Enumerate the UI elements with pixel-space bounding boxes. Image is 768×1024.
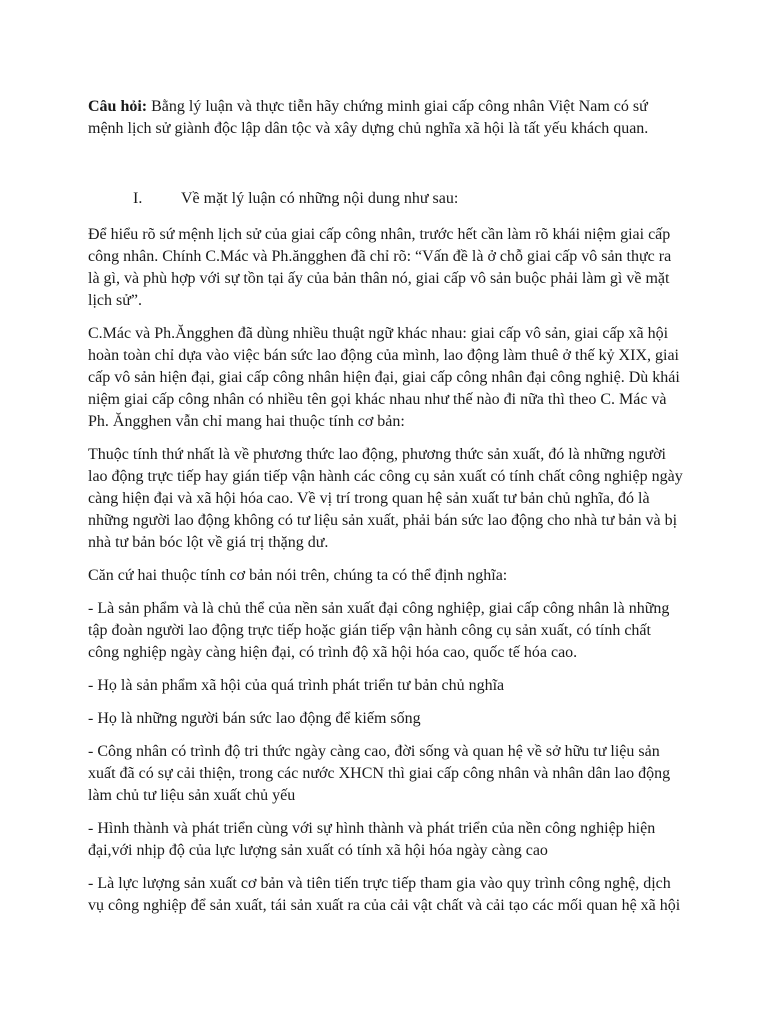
document-content (88, 96, 684, 928)
paragraph: Để hiểu rõ sứ mệnh lịch sử của giai cấp công nhân, trước hết cần làm rõ khái niệm giai cấp công nhân. Chính C.Mác và Ph.ăngghen đã chỉ rõ: “Vấn đề là ở chỗ giai cấp vô sản thực ra là gì, và phù hợp với sự tồn tại ấy của bản thân nó, giai cấp vô sản buộc phải làm gì về mặt lịch sử”. (88, 226, 672, 309)
list-item: - Họ là sản phẩm xã hội của quá trình phát triển tư bản chủ nghĩa (88, 677, 505, 694)
list-item: - Họ là những người bán sức lao động để kiếm sống (88, 710, 421, 727)
question-text: Bằng lý luận và thực tiễn hãy chứng minh giai cấp công nhân Việt Nam có sứ mệnh lịch sử giành độc lập dân tộc và xây dựng chủ nghĩa xã hội là tất yếu khách quan. (88, 98, 649, 137)
question-label: Câu hỏi: (88, 98, 148, 115)
list-item: - Công nhân có trình độ tri thức ngày càng cao, đời sống và quan hệ về sở hữu tư liệu sản xuất đã có sự cải thiện, trong các nước XHCN thì giai cấp công nhân và nhân dân lao động làm chủ tư liệu sản xuất chủ yếu (88, 743, 671, 804)
paragraph: C.Mác và Ph.Ăngghen đã dùng nhiều thuật ngữ khác nhau: giai cấp vô sản, giai cấp xã hội hoàn toàn chỉ dựa vào việc bán sức lao động của mình, lao động làm thuê ở thế kỷ XIX, giai cấp vô sản hiện đại, giai cấp công nhân hiện đại, giai cấp công nhân đại công nghiệ. Dù khái niệm giai cấp công nhân có nhiều tên gọi khác nhau như thế nào đi nữa thì theo C. Mác và Ph. Ăngghen vẫn chỉ mang hai thuộc tính cơ bản: (88, 325, 680, 430)
question-paragraph (88, 96, 684, 140)
paragraph: Căn cứ hai thuộc tính cơ bản nói trên, chúng ta có thể định nghĩa: (88, 567, 508, 584)
section-title: Về mặt lý luận có những nội dung như sau: (181, 190, 459, 207)
section-heading (88, 188, 684, 210)
list-item: - Là lực lượng sản xuất cơ bản và tiên tiến trực tiếp tham gia vào quy trình công nghệ, dịch vụ công nghiệp để sản xuất, tái sản xuất ra của cải vật chất và cải tạo các mối quan hệ xã hội (88, 875, 681, 914)
list-item: - Hình thành và phát triển cùng với sự hình thành và phát triển của nền công nghiệp hiện đại,với nhịp độ của lực lượng sản xuất có tính xã hội hóa ngày càng cao (88, 820, 656, 859)
list-item: - Là sản phẩm và là chủ thể của nền sản xuất đại công nghiệp, giai cấp công nhân là những tập đoàn người lao động trực tiếp hoặc gián tiếp vận hành công cụ sản xuất, có tính chất công nghiệp ngày càng hiện đại, có trình độ xã hội hóa cao, quốc tế hóa cao. (88, 600, 670, 661)
section-number: I. (133, 190, 143, 207)
paragraph: Thuộc tính thứ nhất là về phương thức lao động, phương thức sản xuất, đó là những người lao động trực tiếp hay gián tiếp vận hành các công cụ sản xuất có tính chất công nghiệp ngày càng hiện đại và xã hội hóa cao. Về vị trí trong quan hệ sản xuất tư bản chủ nghĩa, đó là những người lao động không có tư liệu sản xuất, phải bán sức lao động cho nhà tư bản và bị nhà tư bản bóc lột về giá trị thặng dư. (88, 446, 683, 551)
